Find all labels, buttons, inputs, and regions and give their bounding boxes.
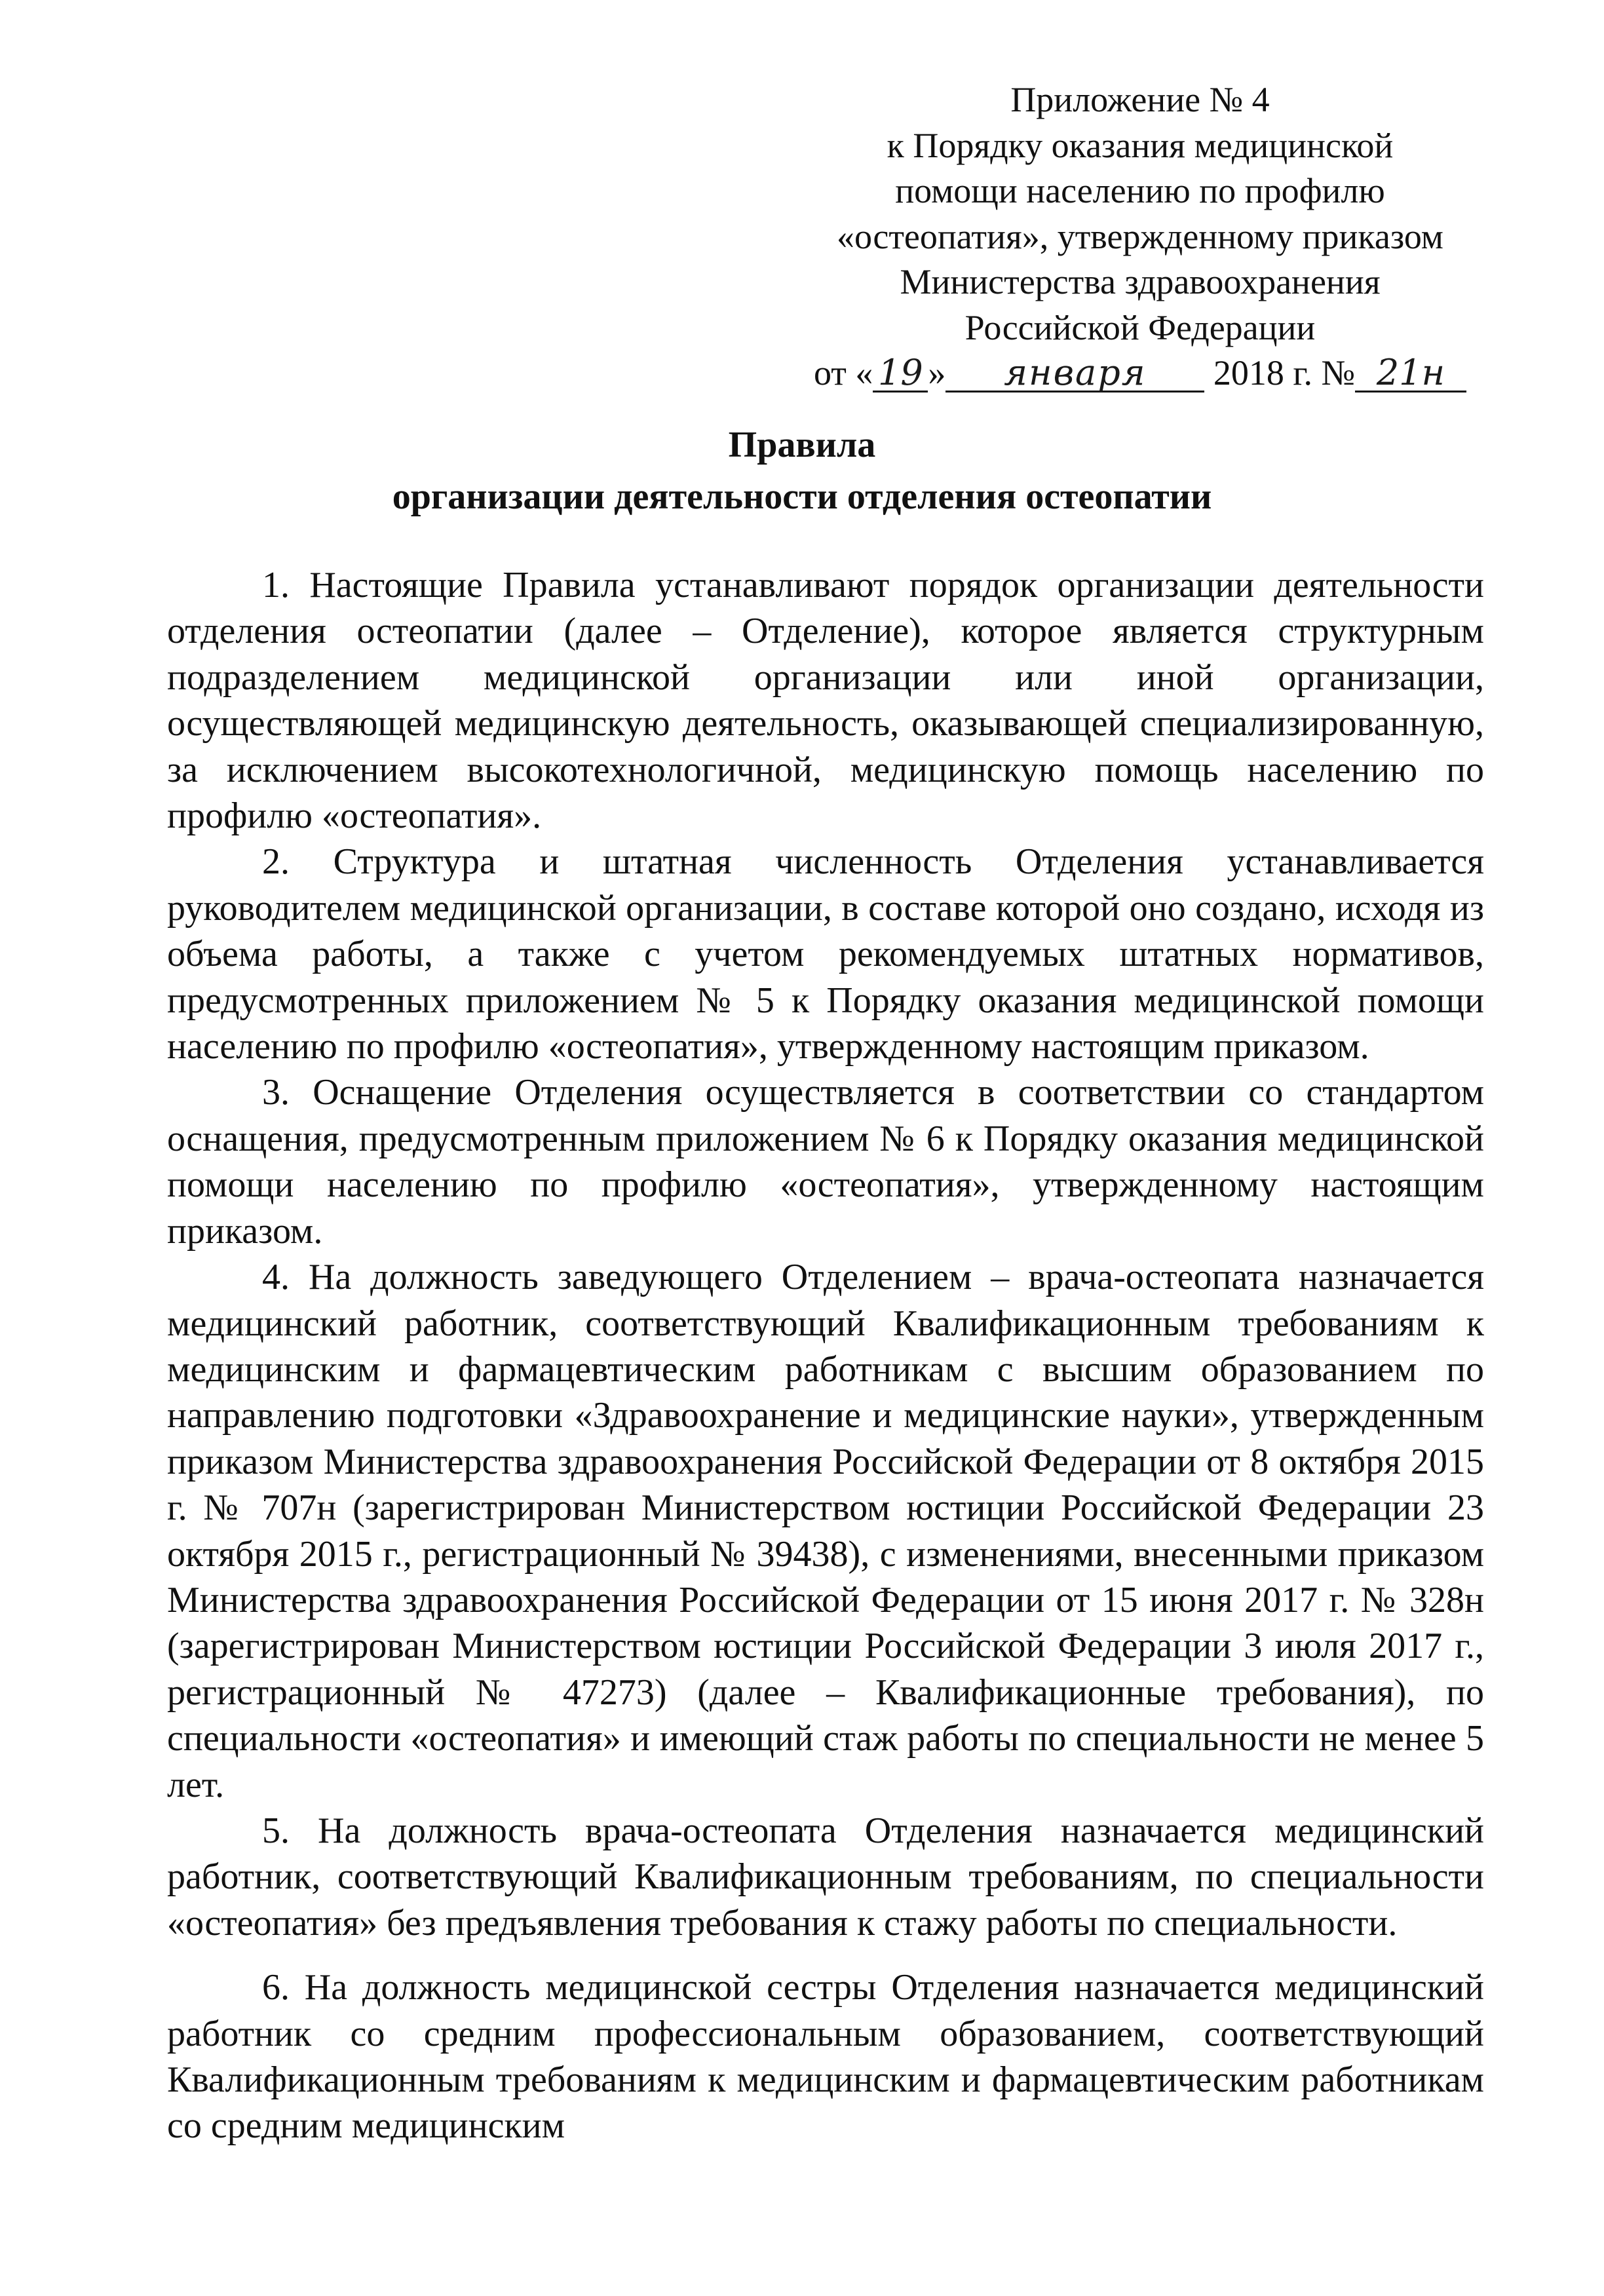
order-date-line	[773, 351, 1507, 396]
paragraph-6: 6. На должность медицинской сестры Отделения назначается медицинский работник со средним профессиональным образованием, соответствующий Квалификационным требованиям к медицинским и фармацевтическим работникам со средним медицинским	[167, 1967, 1484, 2147]
paragraph-3: 3. Оснащение Отделения осуществляется в соответствии со стандартом оснащения, предусмотренным приложением № 6 к Порядку оказания медицинской помощи населению по профилю «остеопатия», утвержденному настоящим приказом.	[167, 1072, 1484, 1252]
handwritten-day: 19	[873, 355, 928, 392]
paragraph-5: 5. На должность врача-остеопата Отделения назначается медицинский работник, соответствующий Квалификационным требованиям, по специальности «остеопатия» без предъявления требования к стажу работы по специальности.	[167, 1810, 1484, 1943]
appendix-reference-line: к Порядку оказания медицинской	[887, 125, 1394, 165]
document-body	[167, 562, 1484, 2149]
title-line-2: организации деятельности отделения остеопатии	[392, 476, 1212, 517]
appendix-number: Приложение № 4	[1010, 80, 1270, 119]
appendix-reference-line: Министерства здравоохранения	[900, 262, 1381, 301]
paragraph-2: 2. Структура и штатная численность Отделения устанавливается руководителем медицинской организации, в составе которой оно создано, исходя из объема работы, а также с учетом рекомендуемых штатных нормативов, предусмотренных приложением № 5 к Порядку оказания медицинской помощи населению по профилю «остеопатия», утвержденному настоящим приказом.	[167, 841, 1484, 1067]
date-year: 2018 г. №	[1204, 353, 1355, 392]
appendix-reference-line: Российской Федерации	[964, 307, 1316, 347]
paragraph-1: 1. Настоящие Правила устанавливают порядок организации деятельности отделения остеопатии (далее – Отделение), которое является структурным подразделением медицинской организации или иной организации, осуществляющей медицинскую деятельность, оказывающей специализированную, за исключением высокотехнологичной, медицинскую помощь населению по профилю «остеопатия».	[167, 565, 1484, 837]
document-title	[0, 419, 1604, 523]
handwritten-month: января	[945, 355, 1204, 392]
appendix-reference-line: «остеопатия», утвержденному приказом	[837, 216, 1443, 256]
handwritten-order-number: 21н	[1355, 355, 1466, 392]
title-line-1: Правила	[728, 425, 876, 465]
appendix-reference-line: помощи населению по профилю	[895, 171, 1385, 210]
appendix-header	[773, 77, 1507, 396]
date-prefix: от «	[814, 353, 873, 392]
date-quote-close: »	[928, 353, 946, 392]
paragraph-4: 4. На должность заведующего Отделением – врача-остеопата назначается медицинский работник, соответствующий Квалификационным требованиям к медицинским и фармацевтическим работникам с высшим образованием по направлению подготовки «Здравоохранение и медицинские науки», утвержденным приказом Министерства здравоохранения Российской Федерации от 8 октября 2015 г. № 707н (зарегистрирован Министерством юстиции Российской Федерации 23 октября 2015 г., регистрационный № 39438), с изменениями, внесенными приказом Министерства здравоохранения Российской Федерации от 15 июня 2017 г. № 328н (зарегистрирован Министерством юстиции Российской Федерации 3 июля 2017 г., регистрационный № 47273) (далее – Квалификационные требования), по специальности «остеопатия» и имеющий стаж работы по специальности не менее 5 лет.	[167, 1257, 1484, 1805]
